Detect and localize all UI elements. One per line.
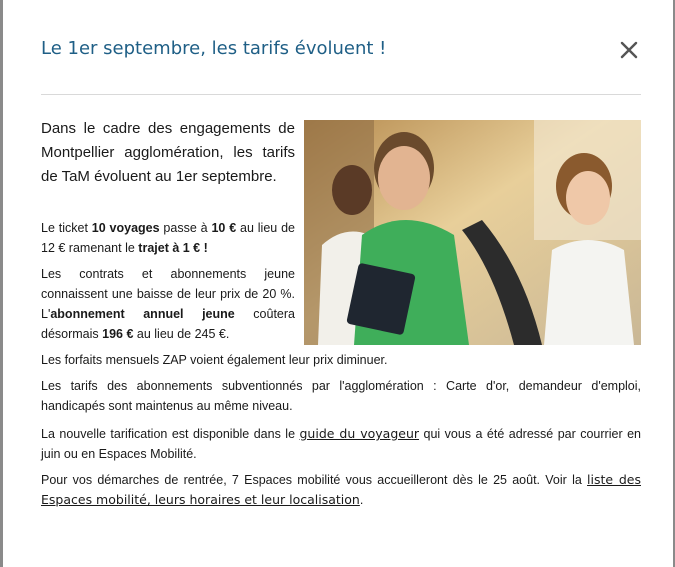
paragraph-10-voyages: Le ticket 10 voyages passe à 10 € au lieu de 12 € ramenant le trajet à 1 € !: [41, 221, 295, 255]
paragraph-abonnement-jeune: Les contrats et abonnements jeune connaissent une baisse de leur prix de 20 %. L'abonnement annuel jeune coûtera désormais 196 € au lieu de 245 €.: [41, 267, 295, 341]
paragraph-nouvelle-tarification: La nouvelle tarification est disponible dans le guide du voyageur qui vous a été adressé par courrier en juin ou en Espaces Mobilité.: [41, 426, 641, 461]
paragraph-forfaits-zap: Les forfaits mensuels ZAP voient également leur prix diminuer.: [41, 353, 388, 367]
close-button[interactable]: [619, 40, 639, 60]
paragraph-espaces-mobilite: Pour vos démarches de rentrée, 7 Espaces mobilité vous accueilleront dès le 25 août. Voir la liste des Espaces mobilité, leurs horaires et leur localisation.: [41, 472, 641, 507]
divider: [41, 94, 641, 95]
modal-dialog: [3, 0, 673, 567]
guide-du-voyageur-link[interactable]: guide du voyageur: [299, 426, 420, 441]
close-icon: [619, 40, 639, 60]
paragraph-abonnements-subventionnes: Les tarifs des abonnements subventionnés par l'agglomération : Carte d'or, demandeur d'emploi, handicapés sont maintenus au même niveau.: [41, 379, 641, 413]
modal-title: Le 1er septembre, les tarifs évoluent !: [41, 38, 387, 59]
students-photo: [304, 120, 641, 345]
intro-text: Dans le cadre des engagements de Montpellier agglomération, les tarifs de TaM évoluent au 1er septembre.: [41, 120, 295, 185]
espaces-mobilite-list-link[interactable]: liste des Espaces mobilité, leurs horaires et leur localisation: [41, 472, 641, 507]
